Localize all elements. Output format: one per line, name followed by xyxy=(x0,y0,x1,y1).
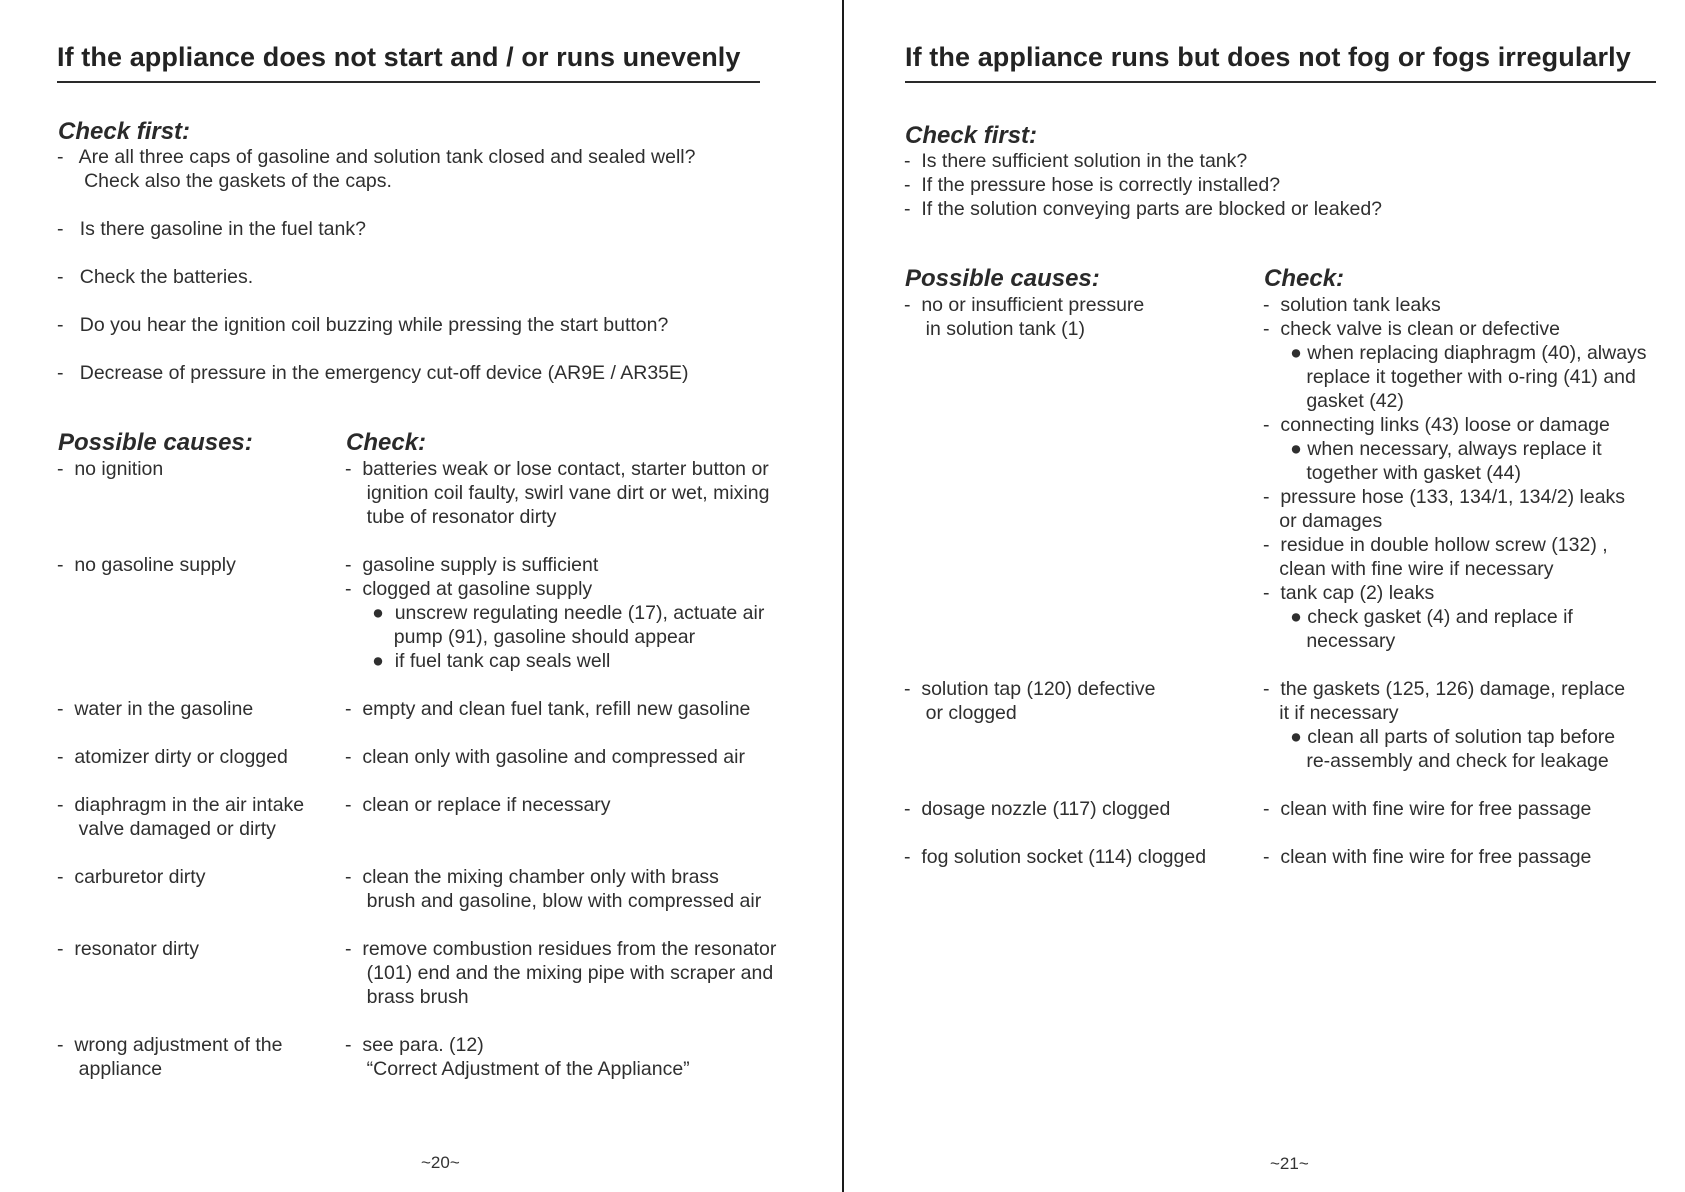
left-check-item: tube of resonator dirty xyxy=(345,506,557,528)
right-check-item: - residue in double hollow screw (132) , xyxy=(1263,534,1608,556)
left-check-item: - remove combustion residues from the resonator xyxy=(345,938,777,960)
left-check-heading: Check: xyxy=(346,429,427,456)
left-check-item: - gasoline supply is sufficient xyxy=(345,554,599,576)
left-cause-item: - no ignition xyxy=(57,458,164,480)
right-check-heading: Check: xyxy=(1264,265,1345,292)
right-check-item: re-assembly and check for leakage xyxy=(1263,750,1609,772)
right-check-item: ● check gasket (4) and replace if xyxy=(1263,606,1573,628)
right-check-item: - solution tank leaks xyxy=(1263,294,1441,316)
right-check-item: ● when replacing diaphragm (40), always xyxy=(1263,342,1647,364)
left-cause-item: - diaphragm in the air intake xyxy=(57,794,305,816)
left-check-first-item: - Check the batteries. xyxy=(57,266,254,288)
left-check-item: pump (91), gasoline should appear xyxy=(345,626,696,648)
left-cause-item: - wrong adjustment of the xyxy=(57,1034,283,1056)
left-check-item: - empty and clean fuel tank, refill new gasoline xyxy=(345,698,751,720)
left-cause-item: appliance xyxy=(57,1058,163,1080)
right-check-item: it if necessary xyxy=(1263,702,1399,724)
right-check-item: gasket (42) xyxy=(1263,390,1404,412)
left-check-first-item: - Are all three caps of gasoline and solution tank closed and sealed well? xyxy=(57,146,696,168)
right-check-item: clean with fine wire if necessary xyxy=(1263,558,1554,580)
left-check-item: - clogged at gasoline supply xyxy=(345,578,593,600)
right-check-item: ● clean all parts of solution tap before xyxy=(1263,726,1616,748)
right-check-item: replace it together with o-ring (41) and xyxy=(1263,366,1636,388)
right-check-item: - connecting links (43) loose or damage xyxy=(1263,414,1610,436)
right-causes-heading: Possible causes: xyxy=(905,265,1100,292)
right-cause-item: - dosage nozzle (117) clogged xyxy=(904,798,1171,820)
left-check-item: (101) end and the mixing pipe with scraper and xyxy=(345,962,774,984)
right-cause-item: - solution tap (120) defective xyxy=(904,678,1156,700)
left-check-item: - batteries weak or lose contact, starter button or xyxy=(345,458,769,480)
right-check-item: - check valve is clean or defective xyxy=(1263,318,1560,340)
right-cause-item: - fog solution socket (114) clogged xyxy=(904,846,1207,868)
right-check-item: - clean with fine wire for free passage xyxy=(1263,798,1592,820)
left-check-item: - clean the mixing chamber only with brass xyxy=(345,866,719,888)
right-check-item: - tank cap (2) leaks xyxy=(1263,582,1435,604)
right-cause-item: or clogged xyxy=(904,702,1017,724)
right-check-item: together with gasket (44) xyxy=(1263,462,1521,484)
right-check-first-item: - If the pressure hose is correctly installed? xyxy=(904,174,1281,196)
left-cause-item: - resonator dirty xyxy=(57,938,199,960)
right-page-number: ~21~ xyxy=(1270,1154,1309,1173)
right-page-title: If the appliance runs but does not fog or fogs irregularly xyxy=(905,42,1631,72)
right-cause-item: - no or insufficient pressure xyxy=(904,294,1145,316)
left-check-item: - clean only with gasoline and compressed air xyxy=(345,746,745,768)
left-check-item: - see para. (12) xyxy=(345,1034,484,1056)
left-check-first-heading: Check first: xyxy=(58,118,191,145)
left-check-first-item: - Is there gasoline in the fuel tank? xyxy=(57,218,366,240)
left-page-title: If the appliance does not start and / or runs unevenly xyxy=(57,42,741,72)
right-check-item: necessary xyxy=(1263,630,1396,652)
left-causes-heading: Possible causes: xyxy=(58,429,253,456)
right-check-first-item: - Is there sufficient solution in the tank? xyxy=(904,150,1248,172)
right-cause-item: in solution tank (1) xyxy=(904,318,1086,340)
left-check-item: “Correct Adjustment of the Appliance” xyxy=(345,1058,690,1080)
left-check-item: ● if fuel tank cap seals well xyxy=(345,650,611,672)
left-title-underline xyxy=(57,81,760,83)
right-check-item: or damages xyxy=(1263,510,1383,532)
right-check-item: - clean with fine wire for free passage xyxy=(1263,846,1592,868)
right-check-item: ● when necessary, always replace it xyxy=(1263,438,1602,460)
left-check-first-item: - Decrease of pressure in the emergency cut-off device (AR9E / AR35E) xyxy=(57,362,689,384)
right-page xyxy=(845,0,1685,1192)
left-check-item: ignition coil faulty, swirl vane dirt or wet, mixing xyxy=(345,482,770,504)
right-check-first-item: - If the solution conveying parts are blocked or leaked? xyxy=(904,198,1383,220)
left-page-number: ~20~ xyxy=(421,1153,460,1172)
right-check-item: - the gaskets (125, 126) damage, replace xyxy=(1263,678,1626,700)
left-check-item: brush and gasoline, blow with compressed air xyxy=(345,890,762,912)
left-check-item: - clean or replace if necessary xyxy=(345,794,611,816)
left-cause-item: valve damaged or dirty xyxy=(57,818,276,840)
left-check-item: brass brush xyxy=(345,986,469,1008)
left-check-item: ● unscrew regulating needle (17), actuate air xyxy=(345,602,765,624)
right-check-first-heading: Check first: xyxy=(905,122,1038,149)
left-check-first-item: - Do you hear the ignition coil buzzing while pressing the start button? xyxy=(57,314,669,336)
right-check-item: - pressure hose (133, 134/1, 134/2) leaks xyxy=(1263,486,1626,508)
left-cause-item: - no gasoline supply xyxy=(57,554,236,576)
left-cause-item: - atomizer dirty or clogged xyxy=(57,746,288,768)
left-check-first-item: Check also the gaskets of the caps. xyxy=(57,170,392,192)
left-cause-item: - water in the gasoline xyxy=(57,698,254,720)
right-title-underline xyxy=(905,81,1656,83)
left-cause-item: - carburetor dirty xyxy=(57,866,206,888)
